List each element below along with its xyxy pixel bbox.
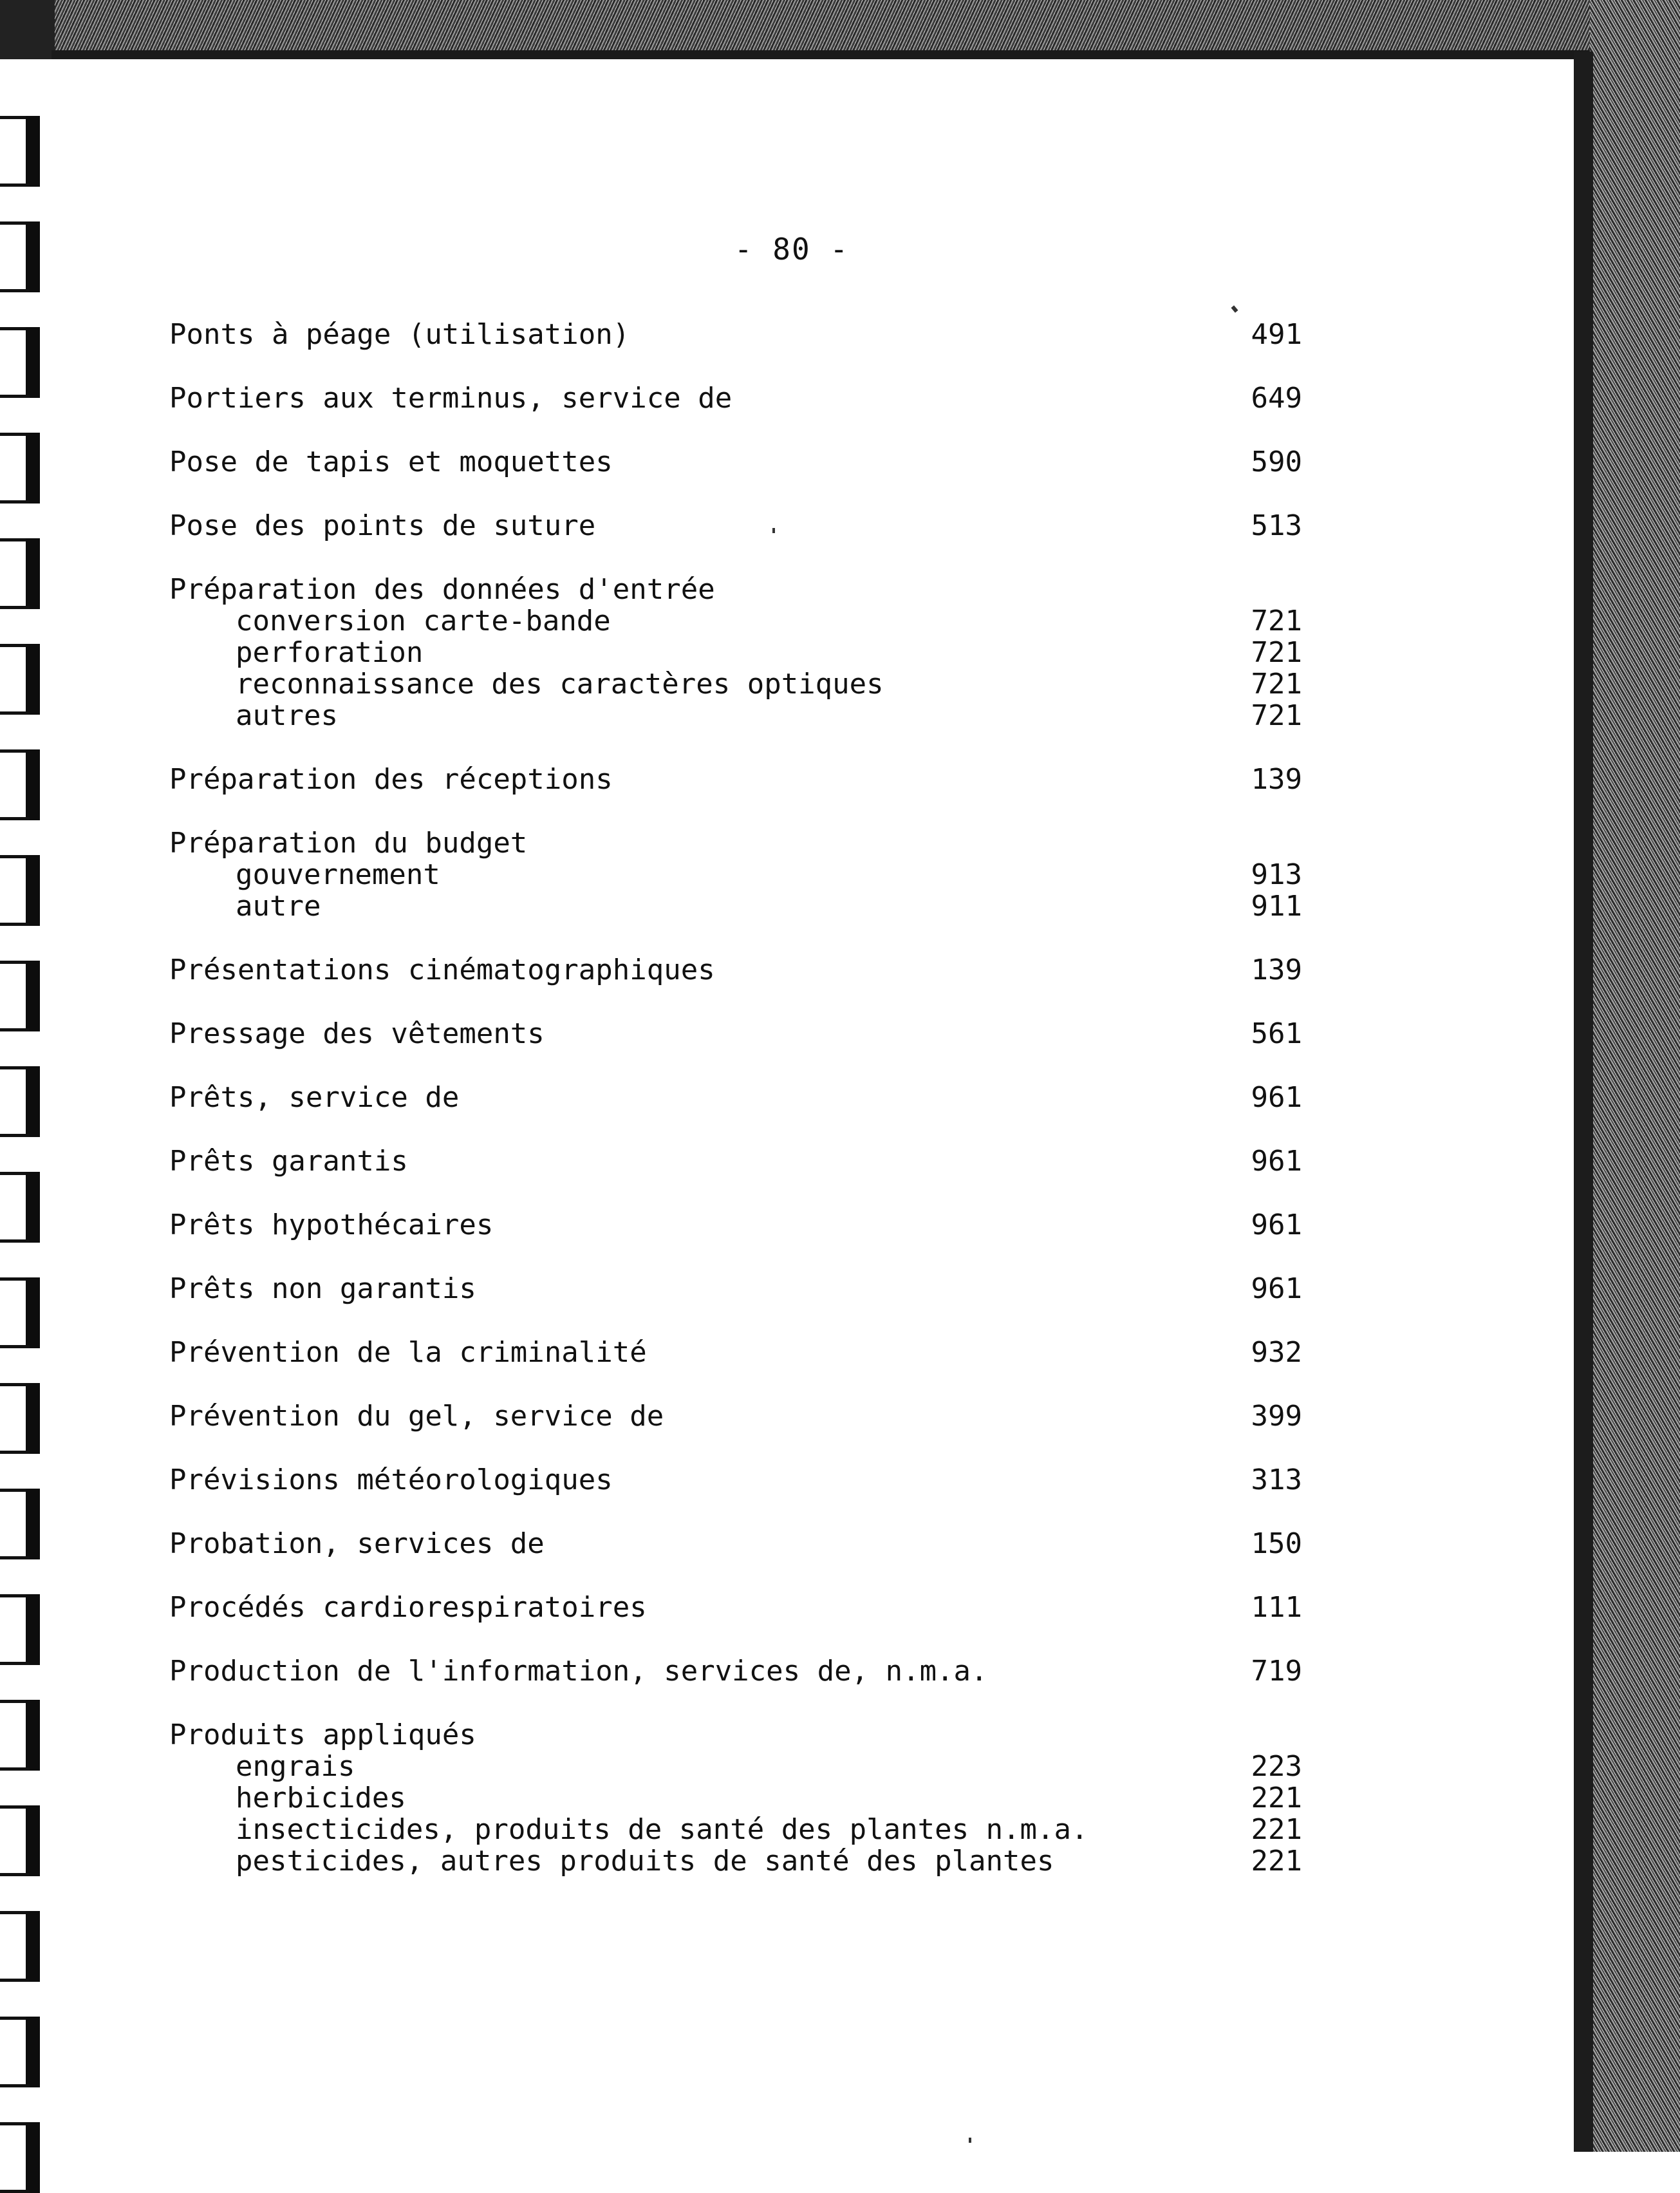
binder-ring [0,538,48,609]
scan-border-right-edge [1574,52,1593,2152]
binder-ring [0,749,48,820]
entry-code: 513 [1251,509,1302,542]
subentry-code: 221 [1251,1845,1302,1878]
subentry-term: engrais [236,1750,355,1783]
entry-term: Probation, services de [169,1527,545,1560]
index-entry [169,382,1302,414]
subentry-line [169,700,1302,731]
scan-speck [772,528,775,533]
entry-term: Prévention du gel, service de [169,1400,664,1433]
page-number: - 80 - [734,232,850,267]
entry-term: Préparation du budget [169,827,528,860]
subentry-term: autre [236,890,321,923]
entry-term: Présentations cinématographiques [169,954,715,986]
entry-line [169,764,1302,795]
entry-code: 111 [1251,1591,1302,1624]
entry-line [169,827,1302,859]
subentry-code: 721 [1251,605,1302,637]
subentry-line [169,605,1302,637]
index-entries [169,319,1302,1909]
index-entry [169,1655,1302,1687]
binder-ring [0,2017,48,2087]
entry-term: Prêts non garantis [169,1272,476,1305]
index-entry [169,827,1302,922]
subentry-code: 221 [1251,1813,1302,1846]
binder-ring [0,1172,48,1243]
binder-ring [0,221,48,292]
entry-line [169,1528,1302,1559]
entry-term: Préparation des données d'entrée [169,573,715,606]
entry-line [169,446,1302,478]
entry-line [169,574,1302,605]
entry-code: 491 [1251,318,1302,351]
entry-code: 961 [1251,1272,1302,1305]
subentry-code: 223 [1251,1750,1302,1783]
index-entry [169,1464,1302,1496]
binder-ring [0,855,48,926]
subentry-line [169,1782,1302,1814]
subentry-line [169,1814,1302,1845]
subentry-term: perforation [236,636,424,669]
binder-ring [0,1594,48,1665]
index-entry [169,1209,1302,1241]
subentry-line [169,859,1302,890]
entry-term: Pressage des vêtements [169,1017,545,1050]
subentry-line [169,890,1302,922]
entry-code: 932 [1251,1336,1302,1369]
entry-line [169,1273,1302,1304]
entry-term: Produits appliqués [169,1718,476,1751]
entry-line [169,1145,1302,1177]
entry-code: 139 [1251,954,1302,986]
binder-ring [0,961,48,1031]
binder-ring [0,433,48,504]
subentry-term: pesticides, autres produits de santé des plantes [236,1845,1054,1878]
binder-ring [0,116,48,187]
subentry-code: 913 [1251,858,1302,891]
entry-line [169,954,1302,986]
entry-term: Portiers aux terminus, service de [169,382,733,415]
scan-speck [969,2138,971,2143]
subentry-line [169,1751,1302,1782]
scan-border-right [1590,0,1680,2152]
entry-line [169,382,1302,414]
binder-ring [0,1911,48,1982]
subentry-term: herbicides [236,1782,406,1814]
index-entry [169,1592,1302,1623]
subentry-term: autres [236,699,338,732]
subentry-code: 721 [1251,636,1302,669]
entry-term: Préparation des réceptions [169,763,613,796]
subentry-line [169,1845,1302,1877]
entry-term: Ponts à péage (utilisation) [169,318,630,351]
subentry-code: 721 [1251,699,1302,732]
index-entry [169,574,1302,731]
binder-ring [0,1277,48,1348]
entry-code: 719 [1251,1655,1302,1688]
scan-border-top-edge [51,50,1596,59]
index-entry [169,1528,1302,1559]
entry-term: Prévention de la criminalité [169,1336,647,1369]
entry-term: Prêts, service de [169,1081,460,1114]
entry-code: 139 [1251,763,1302,796]
index-entry [169,1273,1302,1304]
entry-code: 649 [1251,382,1302,415]
entry-term: Pose de tapis et moquettes [169,446,613,478]
index-entry [169,1719,1302,1877]
entry-code: 961 [1251,1209,1302,1241]
index-entry [169,764,1302,795]
subentry-code: 221 [1251,1782,1302,1814]
subentry-code: 911 [1251,890,1302,923]
subentry-term: reconnaissance des caractères optiques [236,668,884,701]
entry-term: Prêts hypothécaires [169,1209,494,1241]
subentry-code: 721 [1251,668,1302,701]
index-entry [169,1082,1302,1113]
entry-line [169,1464,1302,1496]
binder-ring [0,644,48,715]
entry-line [169,1209,1302,1241]
index-entry [169,510,1302,541]
entry-code: 561 [1251,1017,1302,1050]
entry-term: Prévisions météorologiques [169,1464,613,1496]
subentry-term: conversion carte-bande [236,605,611,637]
entry-line [169,1082,1302,1113]
entry-code: 313 [1251,1464,1302,1496]
entry-line [169,510,1302,541]
subentry-line [169,668,1302,700]
entry-code: 399 [1251,1400,1302,1433]
entry-term: Prêts garantis [169,1145,408,1178]
binder-ring [0,1066,48,1137]
index-entry [169,954,1302,986]
subentry-line [169,637,1302,668]
index-entry [169,1337,1302,1368]
index-entry [169,1145,1302,1177]
binder-ring [0,2122,48,2193]
entry-code: 961 [1251,1081,1302,1114]
entry-line [169,1337,1302,1368]
entry-code: 150 [1251,1527,1302,1560]
entry-line [169,319,1302,350]
index-entry [169,319,1302,350]
binder-ring [0,1489,48,1559]
entry-line [169,1719,1302,1751]
binder-corner [0,0,55,59]
index-entry [169,446,1302,478]
entry-line [169,1655,1302,1687]
entry-line [169,1400,1302,1432]
entry-code: 961 [1251,1145,1302,1178]
entry-term: Pose des points de suture [169,509,596,542]
subentry-term: insecticides, produits de santé des plantes n.m.a. [236,1813,1088,1846]
entry-term: Production de l'information, services de, n.m.a. [169,1655,988,1688]
binder-ring [0,1805,48,1876]
binder-ring [0,1383,48,1454]
index-entry [169,1400,1302,1432]
entry-line [169,1018,1302,1049]
binder-ring [0,1700,48,1771]
entry-line [169,1592,1302,1623]
binder-ring [0,327,48,398]
entry-term: Procédés cardiorespiratoires [169,1591,647,1624]
subentry-term: gouvernement [236,858,440,891]
index-entry [169,1018,1302,1049]
entry-code: 590 [1251,446,1302,478]
